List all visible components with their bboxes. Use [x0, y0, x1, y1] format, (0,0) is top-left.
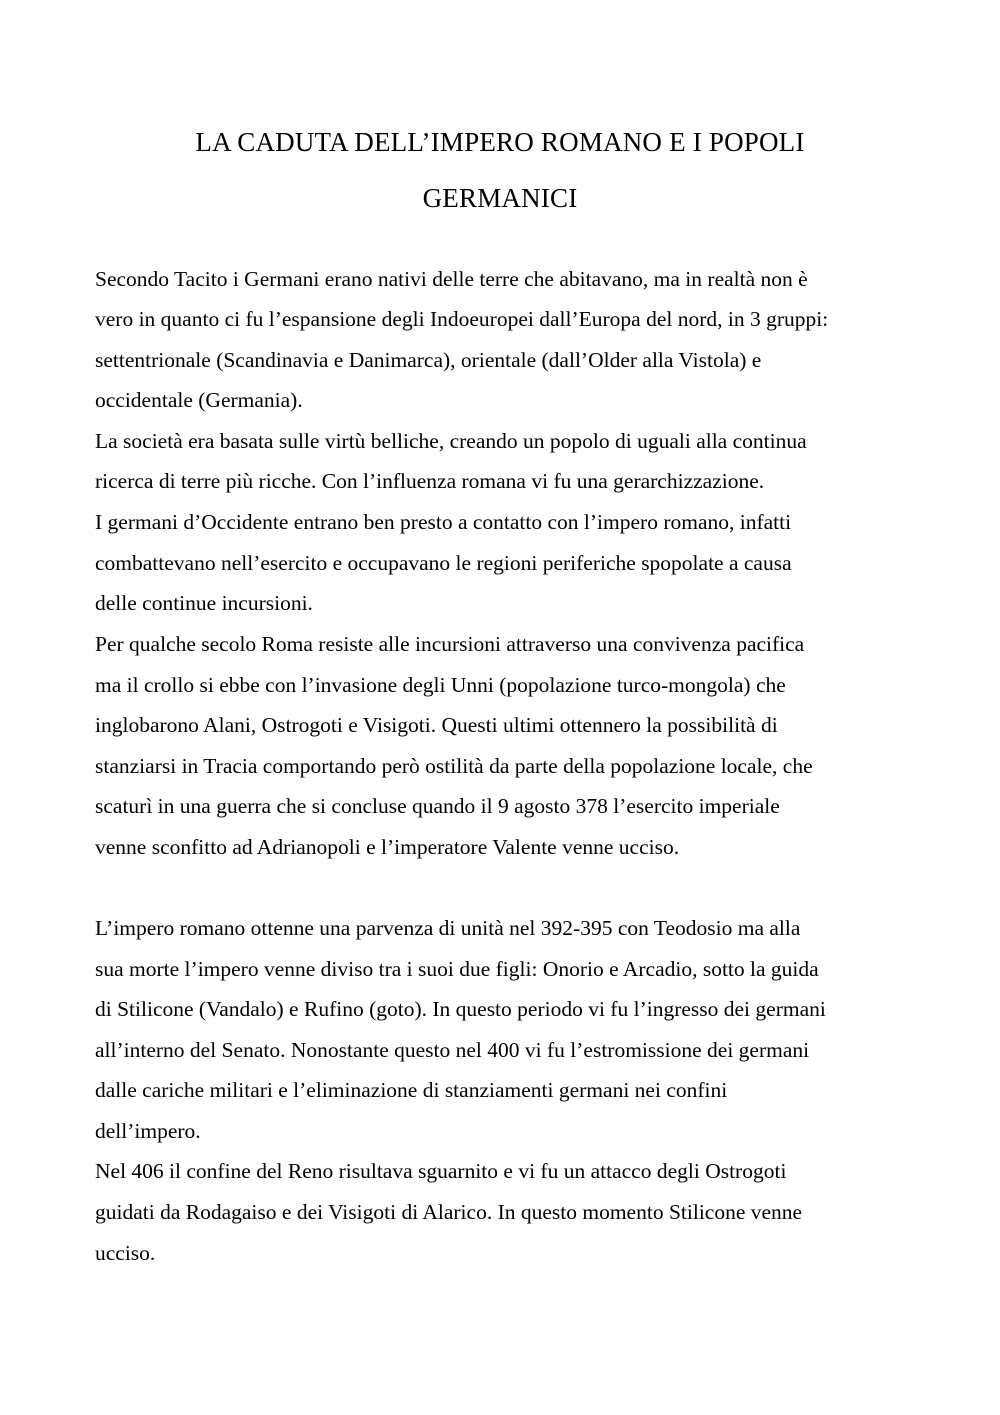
body-line: I germani d’Occidente entrano ben presto a contatto con l’impero romano, infatti [95, 510, 792, 534]
body-line: Secondo Tacito i Germani erano nativi delle terre che abitavano, ma in realtà non è [95, 267, 808, 291]
body-line: all’interno del Senato. Nonostante questo nel 400 vi fu l’estromissione dei germani [95, 1038, 810, 1062]
body-line: Per qualche secolo Roma resiste alle incursioni attraverso una convivenza pacifica [95, 632, 805, 656]
body-line: stanziarsi in Tracia comportando però ostilità da parte della popolazione locale, che [95, 754, 813, 778]
body-line: ucciso. [95, 1241, 156, 1265]
body-line: inglobarono Alani, Ostrogoti e Visigoti. Questi ultimi ottennero la possibilità di [95, 713, 778, 737]
title-line-1: LA CADUTA DELL’IMPERO ROMANO E I POPOLI [195, 127, 805, 157]
body-line: combattevano nell’esercito e occupavano le regioni periferiche spopolate a causa [95, 551, 792, 575]
body-line: La società era basata sulle virtù belliche, creando un popolo di uguali alla continua [95, 429, 807, 453]
body-line: delle continue incursioni. [95, 591, 313, 615]
body-line: Nel 406 il confine del Reno risultava sguarnito e vi fu un attacco degli Ostrogoti [95, 1159, 787, 1183]
body-line: vero in quanto ci fu l’espansione degli Indoeuropei dall’Europa del nord, in 3 gruppi: [95, 307, 829, 331]
body-line: settentrionale (Scandinavia e Danimarca), orientale (dall’Older alla Vistola) e [95, 348, 762, 372]
body-line: scaturì in una guerra che si concluse quando il 9 agosto 378 l’esercito imperiale [95, 794, 780, 818]
body-line: dalle cariche militari e l’eliminazione di stanziamenti germani nei confini [95, 1078, 728, 1102]
body-line: guidati da Rodagaiso e dei Visigoti di Alarico. In questo momento Stilicone venne [95, 1200, 803, 1224]
body-line: dell’impero. [95, 1119, 201, 1143]
body-line: sua morte l’impero venne diviso tra i suoi due figli: Onorio e Arcadio, sotto la guida [95, 957, 819, 981]
body-line: ma il crollo si ebbe con l’invasione degli Unni (popolazione turco-mongola) che [95, 673, 786, 697]
title-line-2: GERMANICI [422, 183, 578, 213]
body-line: ricerca di terre più ricche. Con l’influenza romana vi fu una gerarchizzazione. [95, 469, 765, 493]
body-line: venne sconfitto ad Adrianopoli e l’imperatore Valente venne ucciso. [95, 835, 680, 859]
page-title [95, 114, 905, 226]
body-line: L’impero romano ottenne una parvenza di unità nel 392-395 con Teodosio ma alla [95, 916, 801, 940]
body-line: occidentale (Germania). [95, 388, 303, 412]
body-line: di Stilicone (Vandalo) e Rufino (goto). In questo periodo vi fu l’ingresso dei germani [95, 997, 826, 1021]
